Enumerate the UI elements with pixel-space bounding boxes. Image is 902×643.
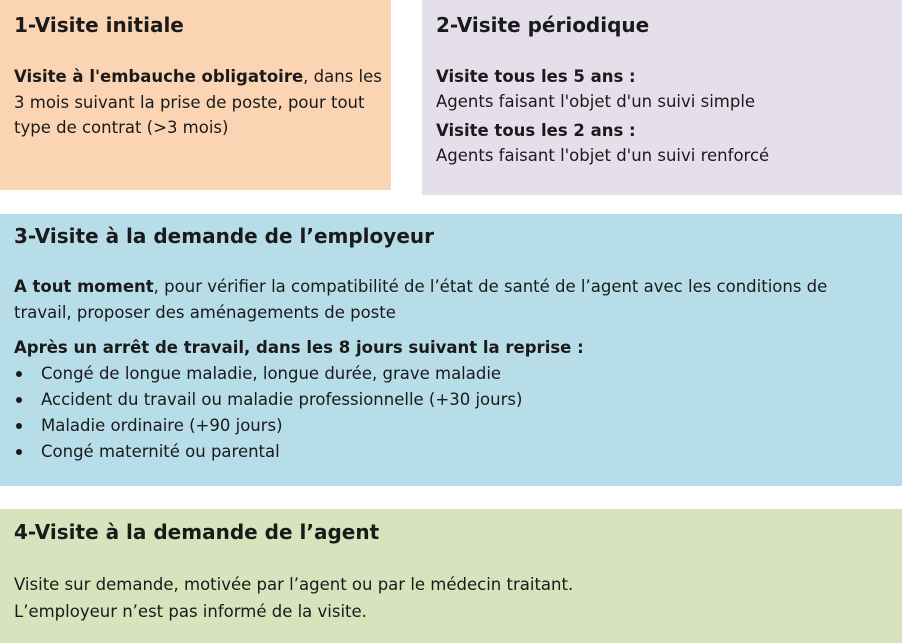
visite-initiale-body: , dans les 3 mois suivant la prise de poste, pour tout type de contrat (>3 mois) (14, 67, 382, 137)
agent-text-2: L’employeur n’est pas informé de la visite. (14, 602, 367, 621)
list-item-text: Accident du travail ou maladie professionnelle (+30 jours) (41, 389, 523, 409)
list-item (14, 361, 902, 387)
list-item-text: Maladie ordinaire (+90 jours) (41, 415, 283, 435)
employeur-text-1 (14, 274, 874, 325)
box-visite-initiale-title: 1-Visite initiale (14, 13, 184, 37)
employeur-intro-2: Après un arrêt de travail, dans les 8 jours suivant la reprise : (14, 338, 584, 357)
employeur-body: , pour vérifier la compatibilité de l’état de santé de l’agent avec les conditions de travail, proposer des aménagements de poste (14, 277, 828, 322)
bullet-icon (16, 449, 22, 455)
visite-initiale-emphasis: Visite à l'embauche obligatoire (14, 67, 304, 86)
periodique-5-ans-label: Visite tous les 5 ans : (436, 67, 636, 86)
box-visite-periodique (422, 0, 902, 195)
list-item-text: Congé maternité ou parental (41, 441, 280, 461)
bullet-icon (16, 371, 22, 377)
list-item-text: Congé de longue maladie, longue durée, grave maladie (41, 363, 502, 383)
agent-text-1: Visite sur demande, motivée par l’agent ou par le médecin traitant. (14, 575, 574, 594)
box-visite-employeur (0, 214, 902, 486)
box-visite-initiale-text (14, 64, 386, 141)
list-item (14, 413, 902, 439)
employeur-list (14, 361, 902, 465)
box-visite-agent-title: 4-Visite à la demande de l’agent (14, 520, 380, 544)
box-visite-employeur-title: 3-Visite à la demande de l’employeur (14, 224, 434, 248)
bullet-icon (16, 423, 22, 429)
bullet-icon (16, 397, 22, 403)
periodique-5-ans-text: Agents faisant l'objet d'un suivi simple (436, 92, 756, 111)
box-visite-initiale (0, 0, 391, 190)
list-item (14, 387, 902, 413)
employeur-emphasis: A tout moment (14, 277, 154, 296)
periodique-2-ans-label: Visite tous les 2 ans : (436, 121, 636, 140)
box-visite-periodique-title: 2-Visite périodique (436, 13, 650, 37)
box-visite-agent (0, 509, 902, 643)
periodique-2-ans-text: Agents faisant l'objet d'un suivi renforcé (436, 146, 770, 165)
list-item (14, 439, 902, 465)
